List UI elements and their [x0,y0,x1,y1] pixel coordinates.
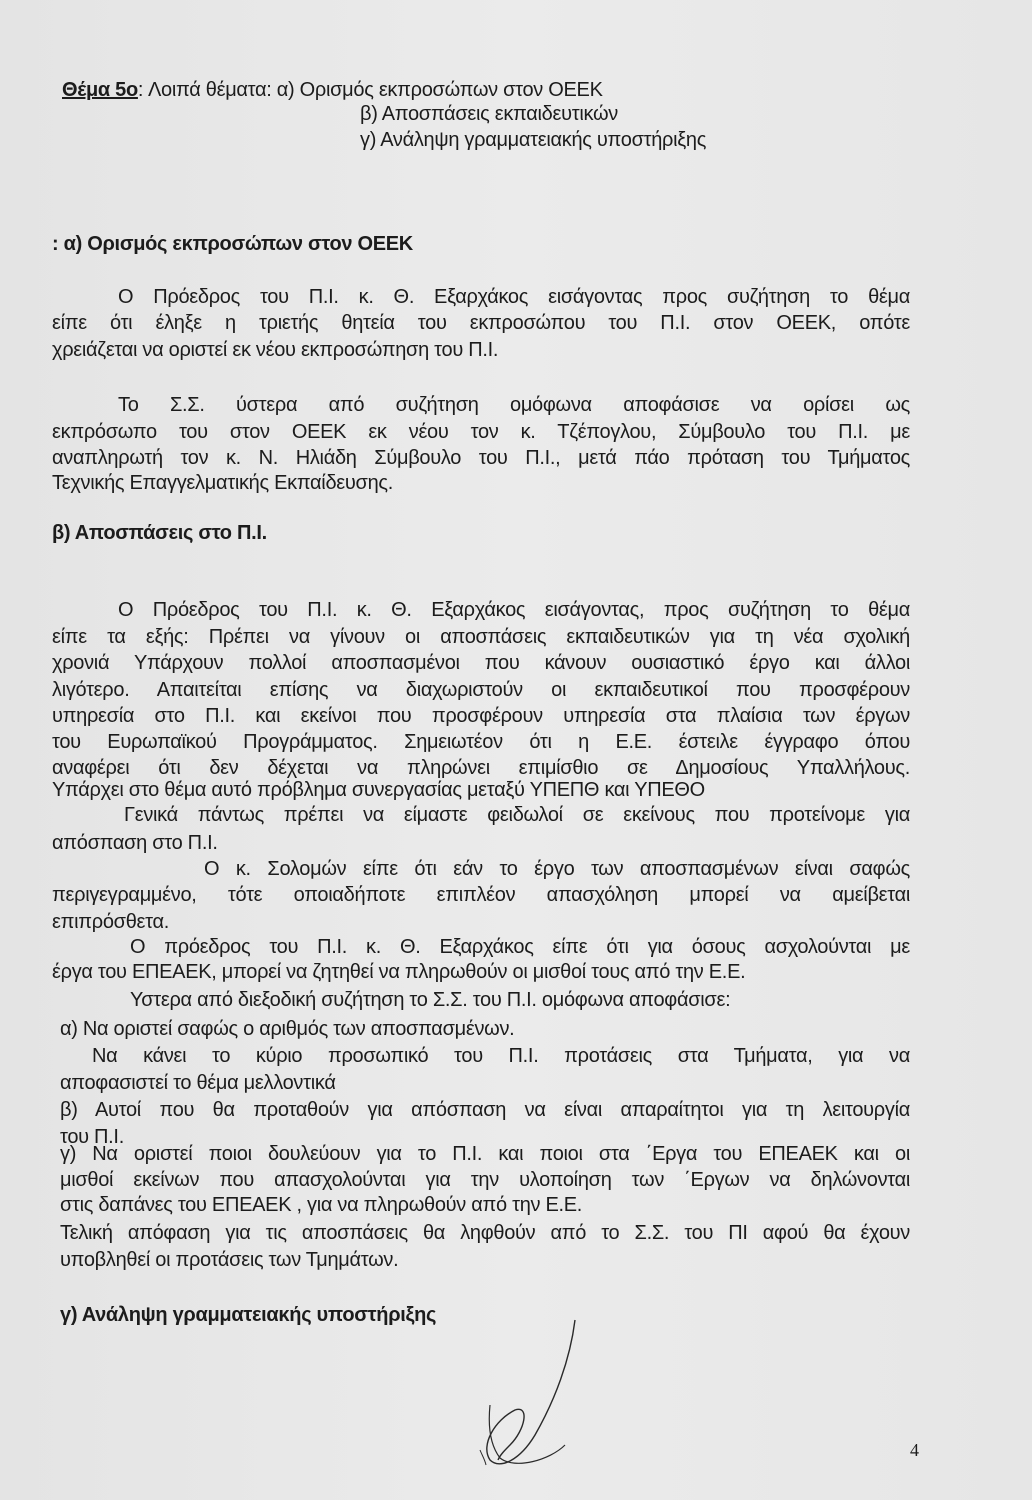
paragraph-line: υπηρεσία στο Π.Ι. και εκείνοι που προσφέρουν υπηρεσία στα πλαίσια των έργων [52,705,910,727]
paragraph-line: επιπρόσθετα. [52,911,169,933]
paragraph-line: είπε ότι έληξε η τριετής θητεία του εκπροσώπου του Π.Ι. στον ΟΕΕΚ, οπότε [52,312,910,334]
section-b-heading: β) Αποσπάσεις στο Π.Ι. [52,522,267,544]
paragraph-line: μισθοί εκείνων που απασχολούνται για την υλοποίηση των ΄Εργων να δηλώνονται [60,1169,910,1191]
agenda-item-b: β) Αποσπάσεις εκπαιδευτικών [360,103,618,125]
section-a-heading: : α) Ορισμός εκπροσώπων στον ΟΕΕΚ [52,233,413,255]
paragraph-line: Ο κ. Σολομών είπε ότι εάν το έργο των αποσπασμένων είναι σαφώς [204,858,910,880]
paragraph-line: αναφέρει ότι δεν δέχεται να πληρώνει επιμίσθιο σε Δημοσίους Υπαλλήλους. [52,757,910,779]
paragraph-line: Το Σ.Σ. ύστερα από συζήτηση ομόφωνα αποφάσισε να ορίσει ως [118,394,910,416]
paragraph-line: Ο Πρόεδρος του Π.Ι. κ. Θ. Εξαρχάκος εισάγοντας, προς συζήτηση το θέμα [118,599,910,621]
paragraph-line: υποβληθεί οι προτάσεις των Τμημάτων. [60,1249,399,1271]
decision-a: α) Να οριστεί σαφώς ο αριθμός των αποσπασμένων. [60,1018,515,1040]
paragraph-line: εκπρόσωπο του στον ΟΕΕΚ εκ νέου τον κ. Τζέπογλου, Σύμβουλο του Π.Ι. με [52,421,910,443]
paragraph-line: Ο Πρόεδρος του Π.Ι. κ. Θ. Εξαρχάκος εισάγοντας προς συζήτηση το θέμα [118,286,910,308]
paragraph-line: Υστερα από διεξοδική συζήτηση το Σ.Σ. του Π.Ι. ομόφωνα αποφάσισε: [130,989,731,1011]
paragraph-line: έργα του ΕΠΕΑΕΚ, μπορεί να ζητηθεί να πληρωθούν οι μισθοί τους από την Ε.Ε. [52,961,746,983]
section-c-heading: γ) Ανάληψη γραμματειακής υποστήριξης [60,1304,437,1326]
paragraph-line: Τεχνικής Επαγγελματικής Εκπαίδευσης. [52,472,393,494]
paragraph-line: λιγότερο. Απαιτείται επίσης να διαχωριστούν οι εκπαιδευτικοί που προσφέρουν [52,679,910,701]
paragraph-line: του Π.Ι. [60,1126,124,1148]
topic-number: Θέμα 5ο [62,79,138,101]
decision-b: β) Αυτοί που θα προταθούν για απόσπαση να είναι απαραίτητοι για τη λειτουργία [60,1099,910,1121]
paragraph-line: χρειάζεται να οριστεί εκ νέου εκπροσώπηση του Π.Ι. [52,339,499,361]
paragraph-line: στις δαπάνες του ΕΠΕΑΕΚ , για να πληρωθούν από την Ε.Ε. [60,1194,583,1216]
topic-label [62,78,143,102]
paragraph-line: του Ευρωπαϊκού Προγράμματος. Σημειωτέον ότι η Ε.Ε. έστειλε έγγραφο όπου [52,731,910,753]
paragraph-line: χρονιά Υπάρχουν πολλοί αποσπασμένοι που κάνουν ουσιαστικό έργο και άλλοι [52,652,910,674]
decision-c: γ) Να οριστεί ποιοι δουλεύουν για το Π.Ι. και ποιοι στα ΄Εργα του ΕΠΕΑΕΚ και οι [60,1143,910,1165]
paragraph-line: είπε τα εξής: Πρέπει να γίνουν οι αποσπάσεις εκπαιδευτικών για τη νέα σχολική [52,626,910,648]
page-number: 4 [910,1440,919,1460]
paragraph-line: αποφασιστεί το θέμα μελλοντικά [60,1072,336,1094]
paragraph-line: Υπάρχει στο θέμα αυτό πρόβλημα συνεργασίας μεταξύ ΥΠΕΠΘ και ΥΠΕΘΟ [52,779,705,801]
paragraph-line: απόσπαση στο Π.Ι. [52,832,218,854]
agenda-intro: Λοιπά θέματα: α) Ορισμός εκπροσώπων στον ΟΕΕΚ [148,79,603,101]
handwritten-signature [460,1310,600,1480]
paragraph-line: Να κάνει το κύριο προσωπικό του Π.Ι. προτάσεις στα Τμήματα, για να [92,1045,910,1067]
paragraph-line: περιγεγραμμένο, τότε οποιαδήποτε επιπλέον απασχόληση μπορεί να αμείβεται [52,884,910,906]
final-decision: Τελική απόφαση για τις αποσπάσεις θα ληφθούν από το Σ.Σ. του ΠΙ αφού θα έχουν [60,1222,910,1244]
paragraph-line: Ο πρόεδρος του Π.Ι. κ. Θ. Εξαρχάκος είπε ότι για όσους ασχολούνται με [130,936,910,958]
agenda-item-c: γ) Ανάληψη γραμματειακής υποστήριξης [360,129,707,151]
paragraph-line: Γενικά πάντως πρέπει να είμαστε φειδωλοί σε εκείνους που προτείνομε για [124,804,910,826]
paragraph-line: αναπληρωτή τον κ. Ν. Ηλιάδη Σύμβουλο του Π.Ι., μετά πάο πρόταση του Τμήματος [52,447,910,469]
topic-colon: : [137,79,144,101]
